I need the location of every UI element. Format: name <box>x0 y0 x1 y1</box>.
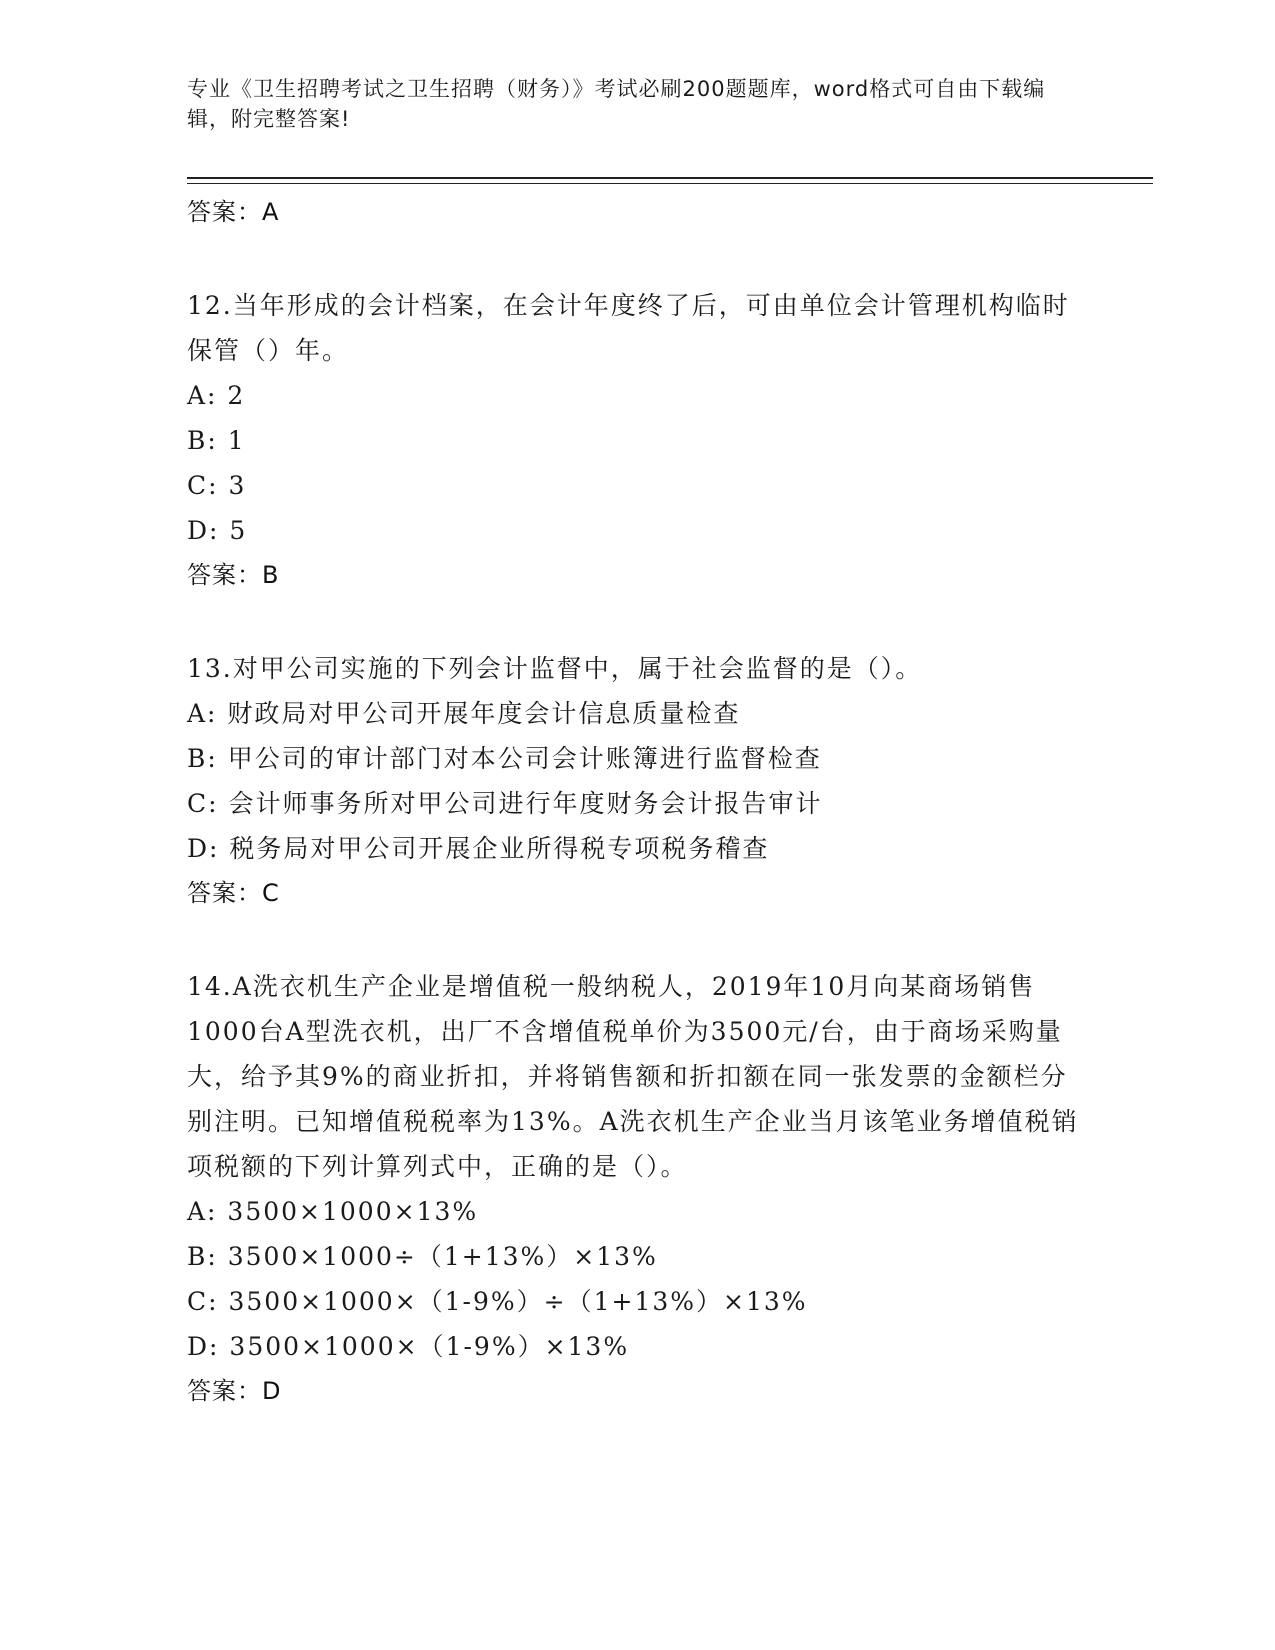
question-stem: 13.对甲公司实施的下列会计监督中，属于社会监督的是（）。 <box>187 654 923 683</box>
option-a: A: 3500×1000×13% <box>187 1197 479 1226</box>
option-c: C: 3500×1000×（1-9%）÷（1+13%）×13% <box>187 1287 808 1316</box>
question-stem: 12.当年形成的会计档案，在会计年度终了后，可由单位会计管理机构临时保管（）年。 <box>187 291 1070 365</box>
option-a: A: 财政局对甲公司开展年度会计信息质量检查 <box>187 699 741 728</box>
option-d: D: 税务局对甲公司开展企业所得税专项税务稽查 <box>187 834 770 863</box>
answer-line: 答案：B <box>187 561 280 589</box>
document-header: 专业《卫生招聘考试之卫生招聘（财务）》考试必刷200题题库，word格式可自由下载编辑，附完整答案! <box>187 77 1046 131</box>
question-stem: 14.A洗衣机生产企业是增值税一般纳税人，2019年10月向某商场销售1000台A型洗衣机，出厂不含增值税单价为3500元/台，由于商场采购量大，给予其9%的商业折扣，并将销售额和折扣额在同一张发票的金额栏分别注明。已知增值税税率为13%。A洗衣机生产企业当月该笔业务增值税销项税额的下列计算列式中，正确的是（）。 <box>187 972 1079 1181</box>
previous-answer: 答案：A <box>187 198 280 226</box>
header-divider-thick <box>187 177 1153 179</box>
document-content <box>187 190 1087 1414</box>
answer-line: 答案：C <box>187 879 280 907</box>
option-a: A: 2 <box>187 381 246 410</box>
option-b: B: 3500×1000÷（1+13%）×13% <box>187 1242 658 1271</box>
option-d: D: 5 <box>187 516 248 545</box>
option-c: C: 3 <box>187 471 247 500</box>
option-c: C: 会计师事务所对甲公司进行年度财务会计报告审计 <box>187 789 823 818</box>
option-b: B: 1 <box>187 426 246 455</box>
question-14 <box>187 964 1087 1414</box>
header-divider-thin <box>187 183 1153 184</box>
option-d: D: 3500×1000×（1-9%）×13% <box>187 1332 630 1361</box>
question-12 <box>187 283 1087 598</box>
answer-line: 答案：D <box>187 1377 282 1405</box>
option-b: B: 甲公司的审计部门对本公司会计账簿进行监督检查 <box>187 744 822 773</box>
question-13 <box>187 646 1087 916</box>
